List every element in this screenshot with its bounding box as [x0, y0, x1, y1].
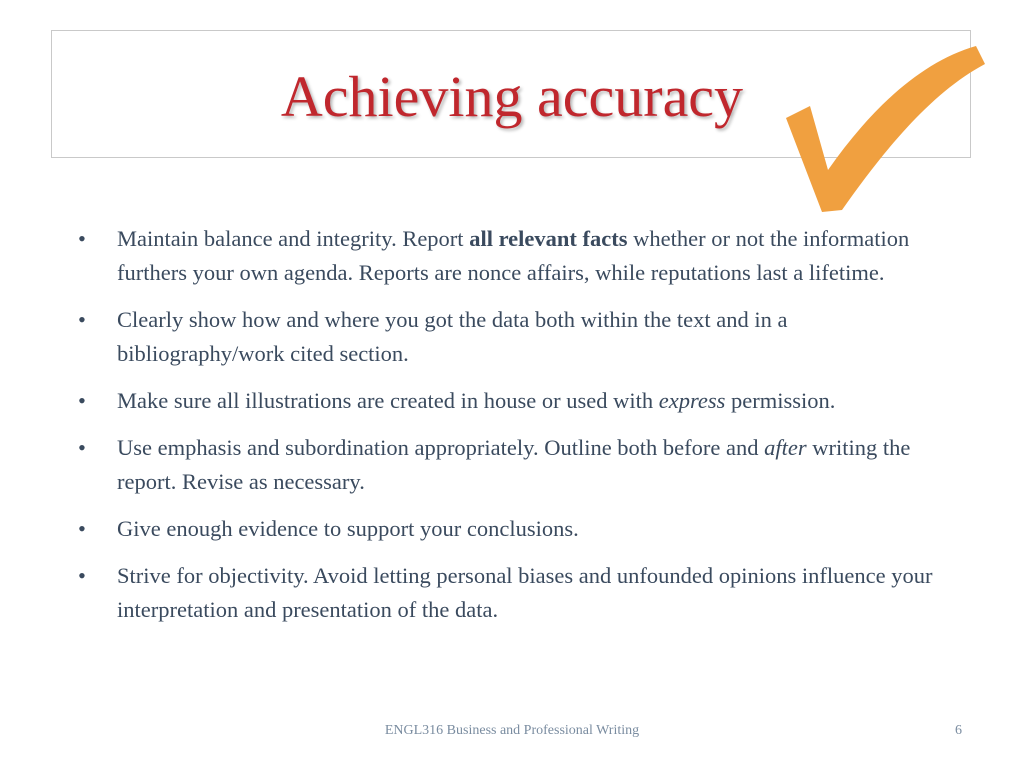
bullet-dot-icon: • — [78, 516, 86, 541]
bullet-text-segment: permission. — [725, 388, 836, 413]
bullet-item — [76, 303, 956, 371]
bullet-item — [76, 559, 956, 627]
slide-title: Achieving accuracy — [280, 64, 744, 129]
bullet-text-segment: express — [658, 388, 726, 413]
bullet-text-segment: whether or not the information furthers your own agenda. Reports are nonce affairs, while reputations last a lifetime. — [117, 226, 910, 285]
bullet-item — [76, 431, 956, 499]
bullet-text-segment: Clearly show how and where you got the data both within the text and in a bibliography/work cited section. — [117, 307, 788, 366]
bullet-dot-icon: • — [78, 563, 86, 588]
bullet-dot-icon: • — [78, 388, 86, 413]
bullet-list — [76, 222, 956, 640]
bullet-text-segment: Strive for objectivity. Avoid letting personal biases and unfounded opinions influence your interpretation and presentation of the data. — [117, 563, 933, 622]
bullet-item — [76, 222, 956, 290]
bullet-text-segment: Use emphasis and subordination appropriately. Outline both before and — [117, 435, 765, 460]
bullet-item — [76, 384, 956, 418]
bullet-text-segment: Maintain balance and integrity. Report — [117, 226, 470, 251]
bullet-item — [76, 512, 956, 546]
checkmark-icon — [780, 40, 990, 215]
bullet-text-segment: all relevant facts — [469, 226, 628, 251]
bullet-text-segment: writing the report. Revise as necessary. — [117, 435, 911, 494]
bullet-text-segment: Make sure all illustrations are created in house or used with — [117, 388, 659, 413]
bullet-dot-icon: • — [78, 435, 86, 460]
bullet-text-segment: Give enough evidence to support your conclusions. — [117, 516, 579, 541]
bullet-dot-icon: • — [78, 226, 86, 251]
bullet-dot-icon: • — [78, 307, 86, 332]
bullet-text-segment: after — [764, 435, 807, 460]
footer-course-title: ENGL316 Business and Professional Writing — [384, 723, 640, 738]
page-number: 6 — [955, 723, 962, 738]
